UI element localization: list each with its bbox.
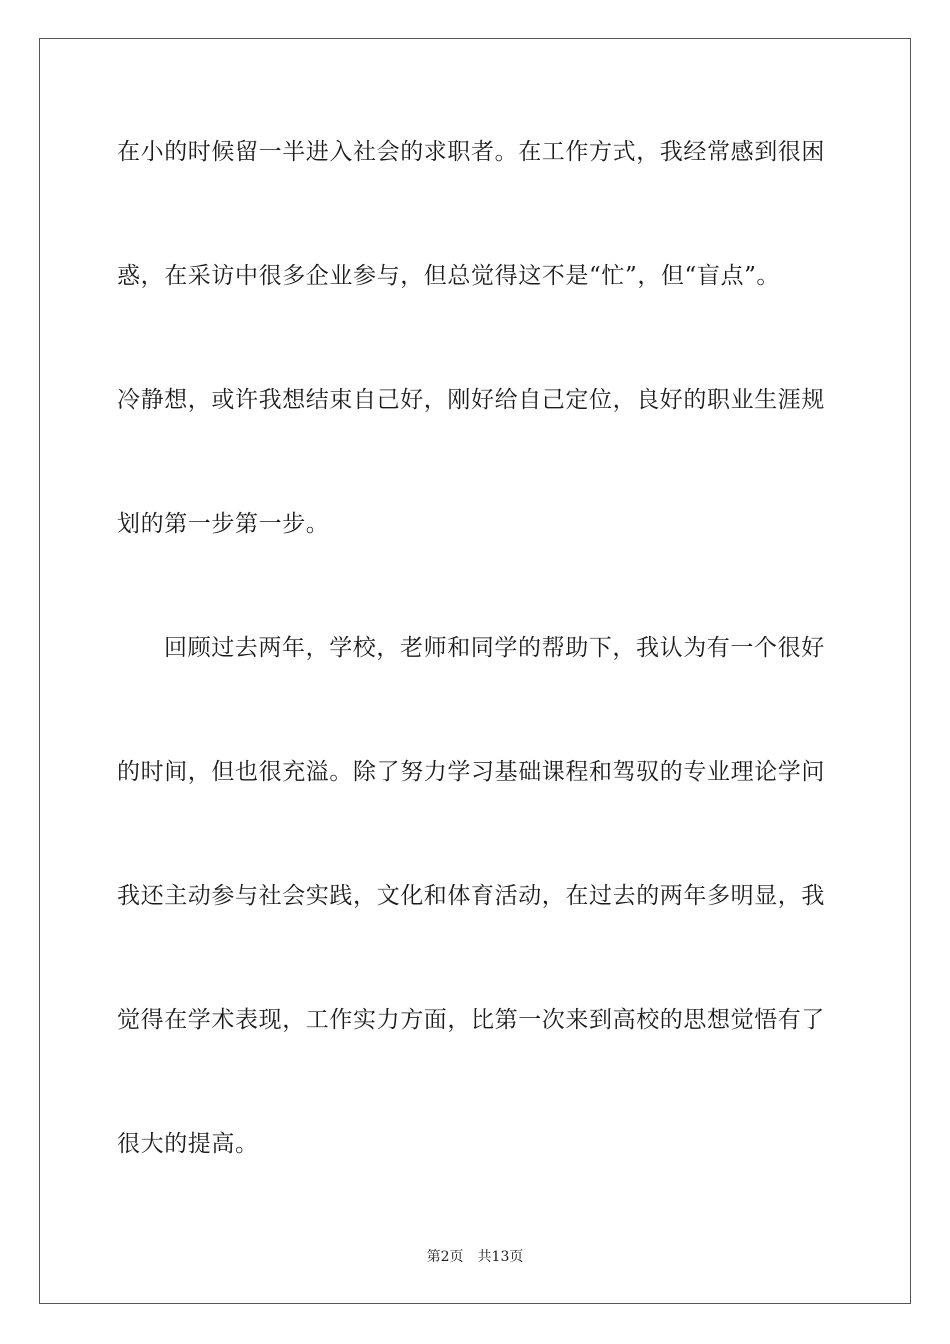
text-line-5: 回顾过去两年，学校，老师和同学的帮助下，我认为有一个很好: [164, 635, 825, 661]
text-line-1: 在小的时候留一半进入社会的求职者。在工作方式，我经常感到很困: [117, 139, 825, 165]
text-line-8: 觉得在学术表现，工作实力方面，比第一次来到高校的思想觉悟有了: [117, 1007, 825, 1033]
text-line-7: 我还主动参与社会实践，文化和体育活动，在过去的两年多明显，我: [117, 883, 825, 909]
page-total: 共13页: [477, 1249, 524, 1265]
text-line-6: 的时间，但也很充溢。除了努力学习基础课程和驾驭的专业理论学问: [117, 759, 825, 785]
text-line-3: 冷静想，或许我想结束自己好，刚好给自己定位，良好的职业生涯规: [117, 387, 825, 413]
page-border: [39, 38, 911, 1304]
page-footer: [0, 1248, 950, 1266]
page-number: 第2页: [426, 1249, 464, 1265]
text-line-9: 很大的提高。: [117, 1131, 259, 1157]
text-line-2: 惑，在采访中很多企业参与，但总觉得这不是“忙”，但“盲点”。: [117, 263, 781, 289]
text-line-4: 划的第一步第一步。: [117, 511, 330, 537]
